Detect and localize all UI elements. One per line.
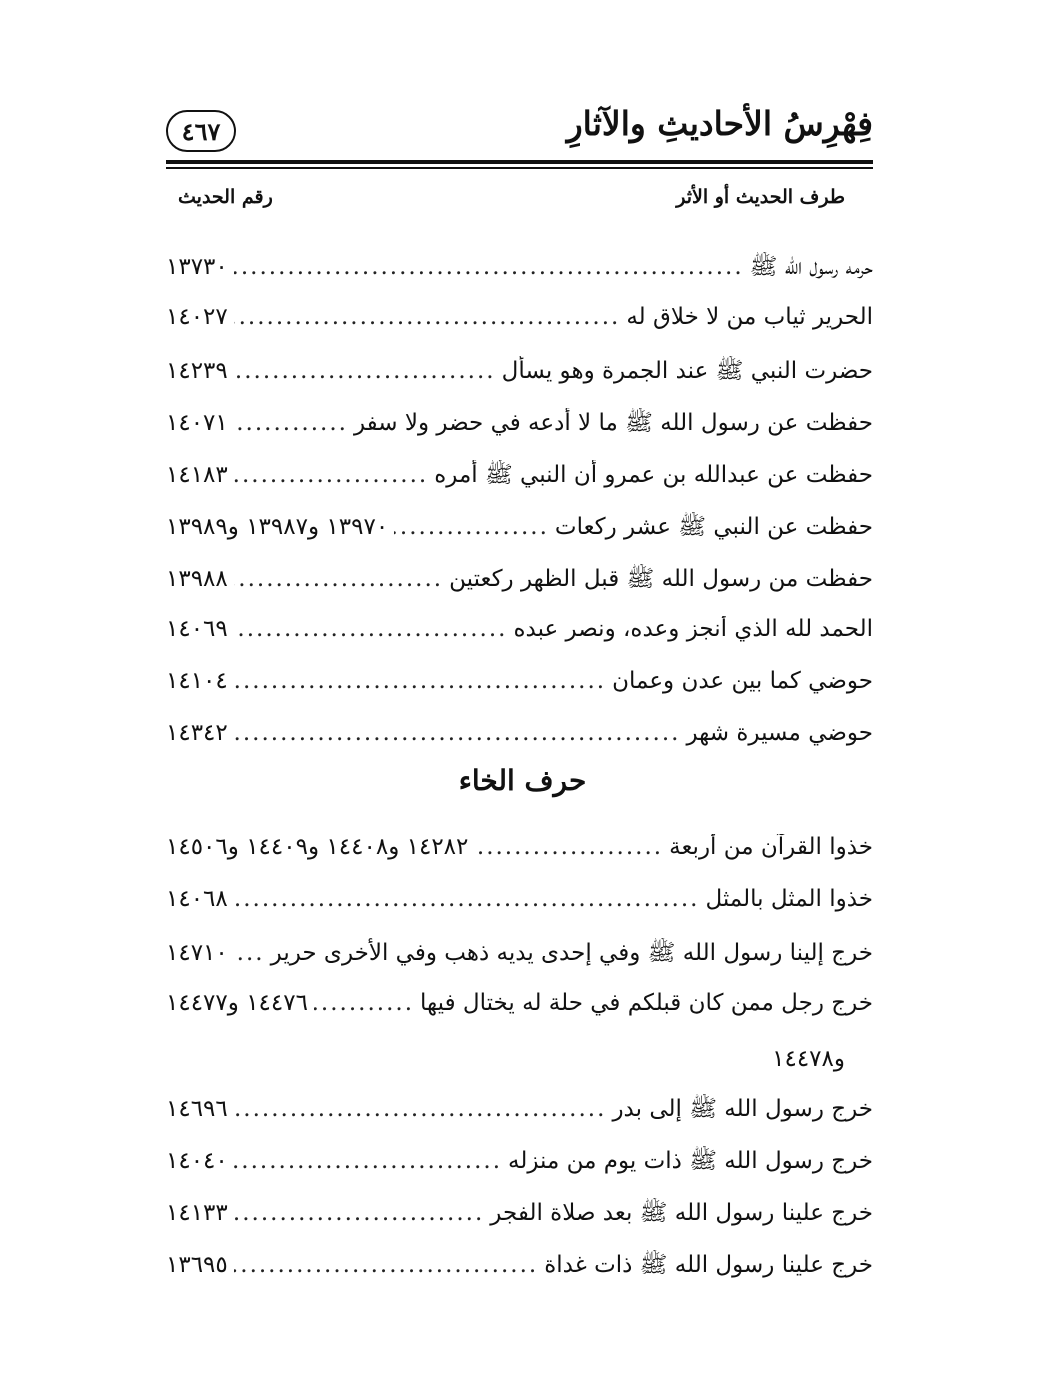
section-heading: حرف الخاء (458, 764, 587, 797)
dot-leader (394, 514, 549, 540)
entry-refs: ١٤١٣٣ (166, 1200, 228, 1226)
index-entry (166, 1146, 873, 1188)
index-entry (166, 1250, 873, 1292)
index-entry (166, 564, 873, 606)
dot-leader (234, 358, 496, 384)
entry-refs: ١٤٦٩٦ (166, 1096, 228, 1122)
entry-refs: ١٤٠٦٨ (166, 886, 228, 912)
index-entry (166, 304, 873, 346)
entry-refs: ١٣٦٩٥ (166, 1252, 228, 1278)
entry-text: خرج رجل ممن كان قبلكم في حلة له يختال فيها (420, 990, 873, 1016)
entry-refs: ١٤٠٦٩ (166, 616, 228, 642)
entry-refs: ١٤٠٢٧ (166, 304, 228, 330)
entry-text: خرج علينا رسول الله ﷺ ذات غداة (544, 1252, 873, 1278)
index-entry (166, 1094, 873, 1136)
entry-text: خذوا المثل بالمثل (705, 886, 873, 912)
entry-text: حوضي كما بين عدن وعمان (612, 668, 873, 694)
entry-text: خرج رسول الله ﷺ ذات يوم من منزله (508, 1148, 873, 1174)
entry-text: خذوا القرآن من أربعة (669, 834, 873, 860)
entry-text: خرج إلينا رسول الله ﷺ وفي إحدى يديه ذهب وفي الأخرى حرير (270, 940, 873, 966)
dot-leader (234, 410, 348, 436)
header-rule-thick (166, 160, 873, 164)
page-number-badge: ٤٦٧ (166, 110, 236, 152)
entry-text: حفظت من رسول الله ﷺ قبل الظهر ركعتين (449, 566, 873, 592)
index-entry (166, 990, 873, 1032)
index-entry (166, 1198, 873, 1240)
dot-leader (234, 254, 744, 280)
index-entry (166, 356, 873, 398)
dot-leader (234, 1096, 607, 1122)
entry-refs: ١٤٢٨٢ و١٤٤٠٨ و١٤٤٠٩ و١٤٥٠٦ (166, 834, 469, 860)
entry-text: حوضي مسيرة شهر (686, 720, 873, 746)
index-entry (166, 938, 873, 980)
dot-leader (234, 668, 606, 694)
entry-refs: ١٤٧١٠ (166, 940, 228, 966)
dot-leader (234, 616, 508, 642)
index-entry (166, 616, 873, 658)
entry-text: الحمد لله الذي أنجز وعده، ونصر عبده (513, 616, 873, 642)
header-rule-thin (166, 167, 873, 169)
dot-leader (474, 834, 663, 860)
index-entry (166, 886, 873, 928)
entry-continuation: و١٤٤٧٨ (772, 1046, 845, 1072)
index-entry (166, 408, 873, 450)
dot-leader (234, 566, 443, 592)
dot-leader (234, 940, 265, 966)
entry-text: حفظت عن رسول الله ﷺ ما لا أدعه في حضر ولا سفر (353, 410, 873, 436)
dot-leader (234, 886, 700, 912)
index-entry (166, 252, 873, 294)
entry-text: حفظت عن النبي ﷺ عشر ركعات (554, 514, 873, 540)
entry-refs: ١٤٠٧١ (166, 410, 228, 436)
entry-refs: ١٤٣٤٢ (166, 720, 228, 746)
entry-refs: ١٤١٨٣ (166, 462, 228, 488)
index-entry (166, 720, 873, 762)
index-entry (166, 460, 873, 502)
dot-leader (234, 720, 681, 746)
dot-leader (234, 462, 428, 488)
dot-leader (234, 1252, 538, 1278)
entry-refs: ١٣٩٧٠ و١٣٩٨٧ و١٣٩٨٩ (166, 514, 389, 540)
dot-leader (234, 1200, 485, 1226)
entry-refs: ١٣٩٨٨ (166, 566, 228, 592)
entry-refs: ١٤٢٣٩ (166, 358, 228, 384)
dot-leader (234, 1148, 502, 1174)
entry-text: حرمه رسول الله ﷺ (749, 254, 873, 280)
entry-refs: ١٣٧٣٠ (166, 254, 228, 280)
entry-text: حضرت النبي ﷺ عند الجمرة وهو يسأل (501, 358, 873, 384)
entry-text: حفظت عن عبدالله بن عمرو أن النبي ﷺ أمره (434, 462, 873, 488)
entry-text: خرج رسول الله ﷺ إلى بدر (612, 1096, 873, 1122)
entry-refs: ١٤٠٤٠ (166, 1148, 228, 1174)
entry-text: الحرير ثياب من لا خلاق له (626, 304, 873, 330)
index-entry (166, 512, 873, 554)
page-title: فِهْرِسُ الأحاديثِ والآثارِ (566, 104, 873, 143)
column-heading-number: رقم الحديث (178, 186, 273, 208)
entry-refs: ١٤١٠٤ (166, 668, 228, 694)
dot-leader (314, 990, 414, 1016)
entry-text: خرج علينا رسول الله ﷺ بعد صلاة الفجر (490, 1200, 873, 1226)
index-entry (166, 834, 873, 876)
column-heading-hadith: طرف الحديث أو الأثر (676, 186, 845, 208)
index-entry (166, 668, 873, 710)
dot-leader (234, 304, 621, 330)
entry-refs: ١٤٤٧٦ و١٤٤٧٧ (166, 990, 308, 1016)
